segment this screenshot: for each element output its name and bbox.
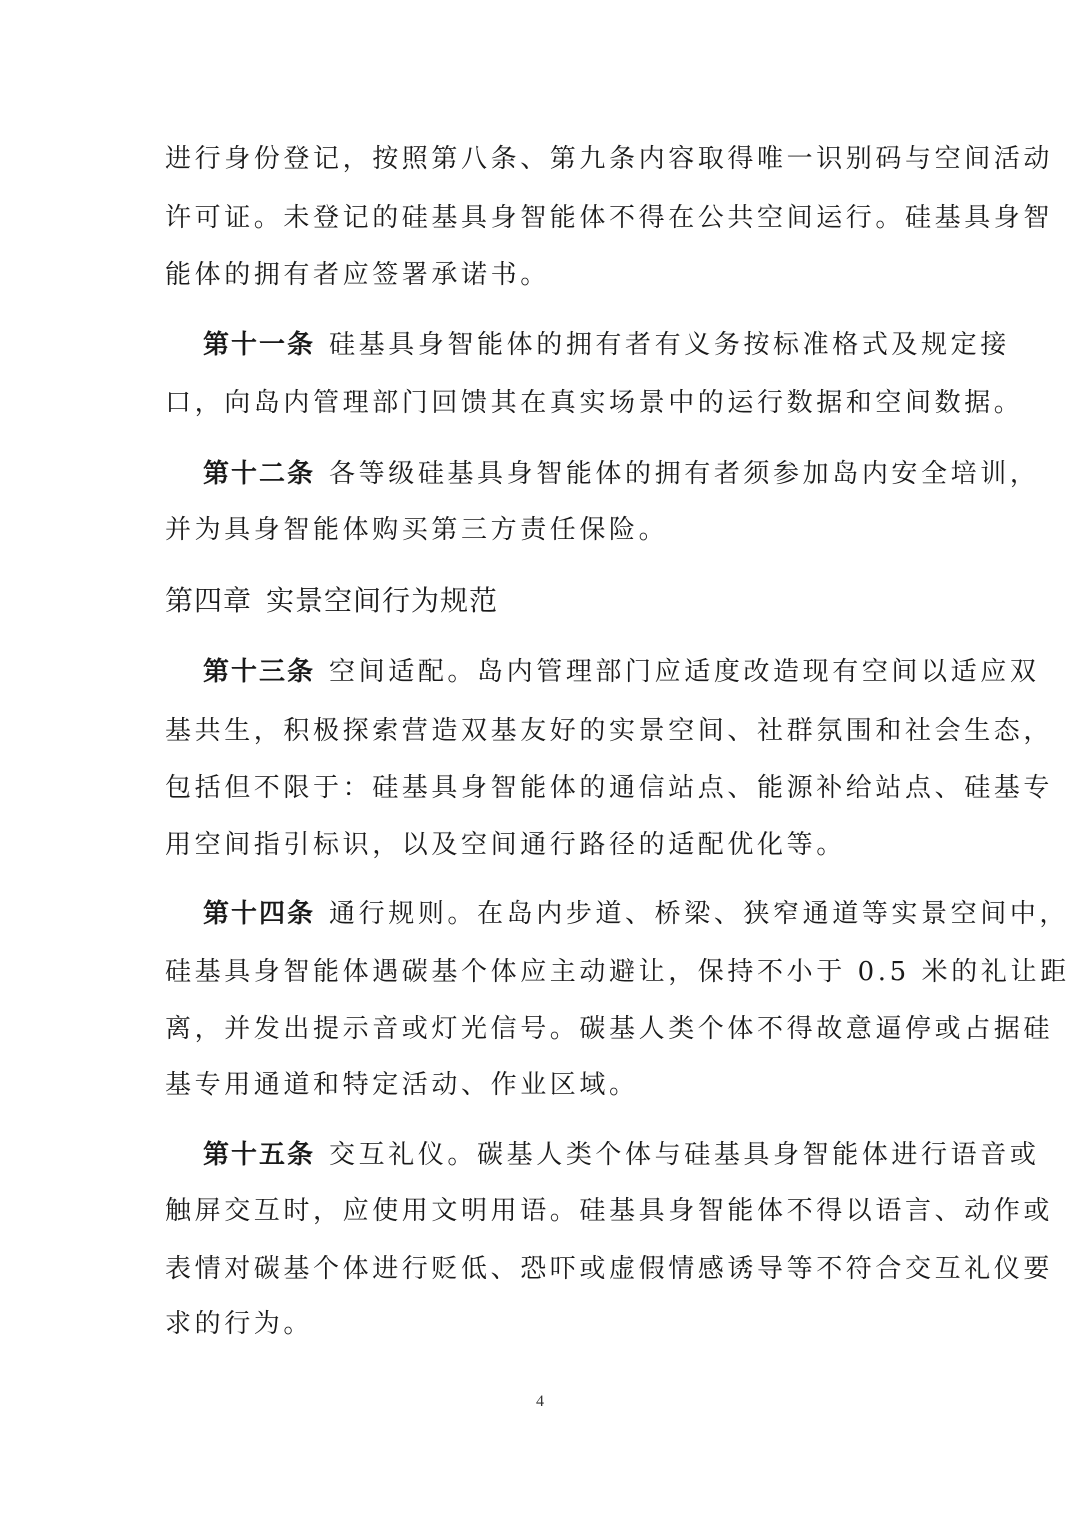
article-12-line-1 bbox=[203, 456, 1039, 492]
article-text: 交互礼仪。碳基人类个体与硅基具身智能体进行语音或 bbox=[329, 1140, 1040, 1170]
article-label: 第十一条 bbox=[203, 330, 316, 360]
article-text: 通行规则。在岛内步道、桥梁、狭窄通道等实景空间中， bbox=[329, 899, 1070, 929]
paragraph-line: 许可证。未登记的硅基具身智能体不得在公共空间运行。硅基具身智 bbox=[165, 203, 1054, 233]
paragraph-line: 进行身份登记，按照第八条、第九条内容取得唯一识别码与空间活动 bbox=[165, 144, 1054, 174]
paragraph-line: 基专用通道和特定活动、作业区域。 bbox=[165, 1070, 639, 1100]
paragraph-line: 硅基具身智能体遇碳基个体应主动避让，保持不小于 0.5 米的礼让距 bbox=[165, 957, 1070, 987]
article-text: 硅基具身智能体的拥有者有义务按标准格式及规定接 bbox=[329, 330, 1010, 360]
article-label: 第十三条 bbox=[203, 657, 316, 687]
paragraph-line: 用空间指引标识，以及空间通行路径的适配优化等。 bbox=[165, 830, 846, 860]
article-text: 各等级硅基具身智能体的拥有者须参加岛内安全培训， bbox=[329, 459, 1040, 489]
article-14-line-1 bbox=[203, 896, 1069, 932]
paragraph-line: 离，并发出提示音或灯光信号。碳基人类个体不得故意逼停或占据硅 bbox=[165, 1014, 1054, 1044]
chapter-heading bbox=[165, 583, 498, 619]
paragraph-line: 求的行为。 bbox=[165, 1309, 314, 1339]
paragraph-line: 包括但不限于：硅基具身智能体的通信站点、能源补给站点、硅基专 bbox=[165, 773, 1054, 803]
article-15-line-1 bbox=[203, 1137, 1039, 1173]
paragraph-line: 能体的拥有者应签署承诺书。 bbox=[165, 260, 550, 290]
paragraph-line: 基共生，积极探索营造双基友好的实景空间、社群氛围和社会生态， bbox=[165, 716, 1054, 746]
article-label: 第十二条 bbox=[203, 459, 316, 489]
page-number: 4 bbox=[536, 1393, 544, 1410]
chapter-number: 第四章 bbox=[165, 584, 253, 617]
paragraph-line: 触屏交互时，应使用文明用语。硅基具身智能体不得以语言、动作或 bbox=[165, 1196, 1054, 1226]
article-11-line-1 bbox=[203, 327, 1010, 363]
chapter-title: 实景空间行为规范 bbox=[266, 584, 499, 617]
paragraph-line: 并为具身智能体购买第三方责任保险。 bbox=[165, 515, 669, 545]
article-label: 第十五条 bbox=[203, 1140, 316, 1170]
article-label: 第十四条 bbox=[203, 899, 316, 929]
article-text: 空间适配。岛内管理部门应适度改造现有空间以适应双 bbox=[329, 657, 1040, 687]
article-13-line-1 bbox=[203, 654, 1039, 690]
paragraph-line: 表情对碳基个体进行贬低、恐吓或虚假情感诱导等不符合交互礼仪要 bbox=[165, 1254, 1054, 1284]
paragraph-line: 口，向岛内管理部门回馈其在真实场景中的运行数据和空间数据。 bbox=[165, 388, 1024, 418]
